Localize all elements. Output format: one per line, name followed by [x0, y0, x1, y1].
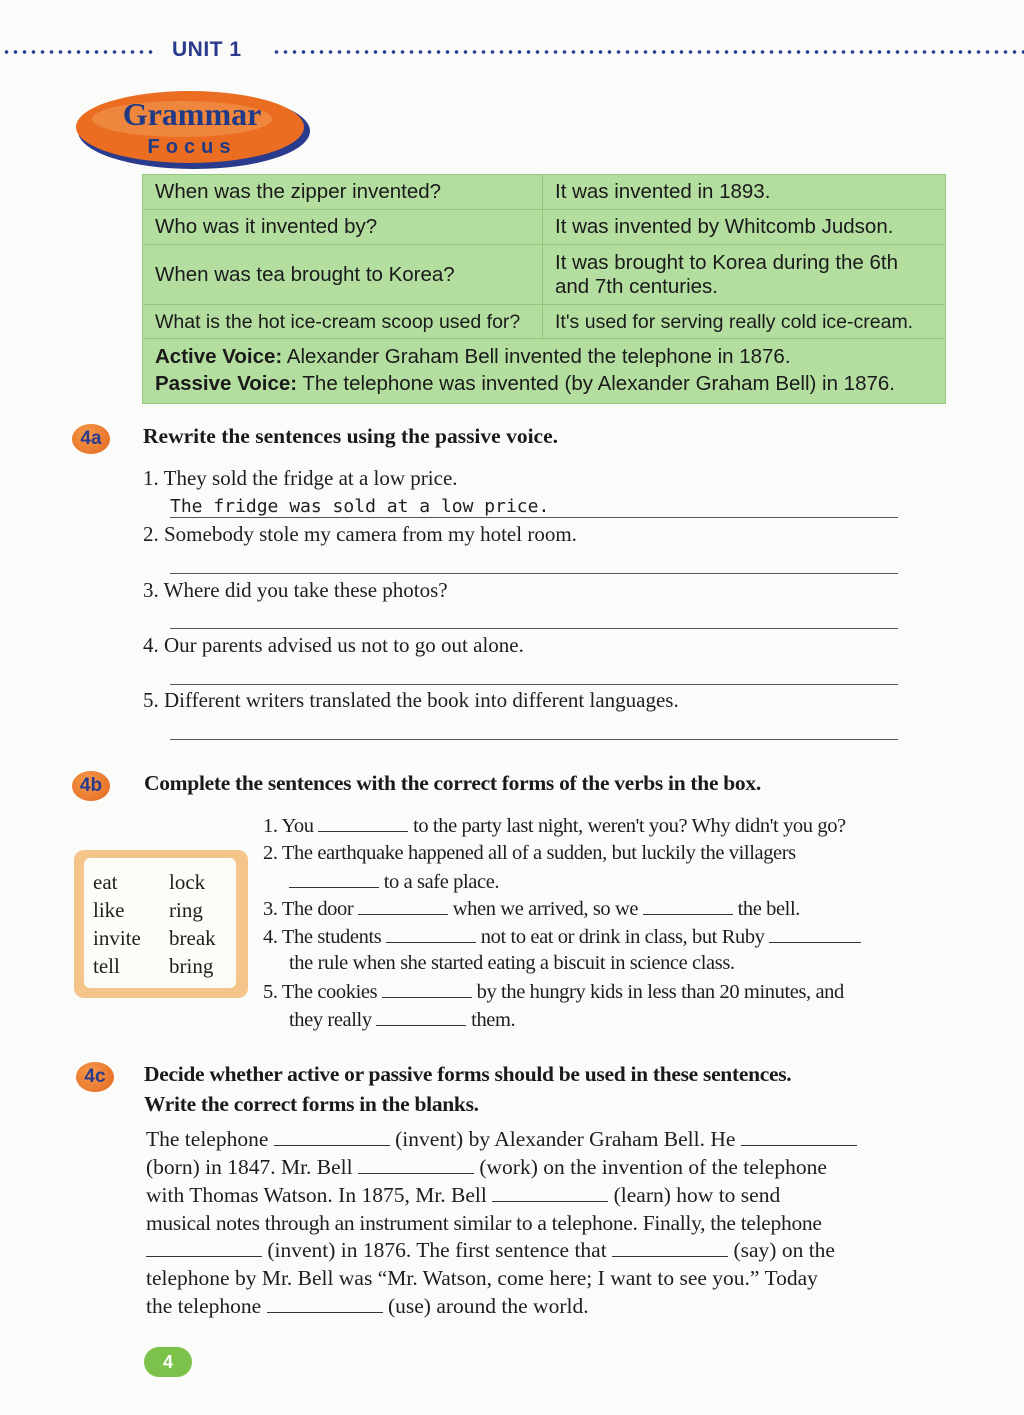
question-cell: When was the zipper invented? [143, 175, 543, 209]
exercise-4b-sentence [263, 897, 800, 921]
grammar-focus-badge [72, 86, 312, 172]
blank[interactable] [358, 897, 448, 915]
badge-title: Grammar [122, 96, 262, 132]
exercise-4a-badge: 4a [72, 424, 110, 454]
paragraph-text: (learn) how to send [613, 1183, 781, 1207]
active-voice-line [155, 343, 933, 370]
unit-label: UNIT 1 [172, 38, 242, 61]
dotted-rule-left [2, 49, 154, 55]
blank[interactable] [146, 1239, 262, 1257]
paragraph-text: (born) in 1847. Mr. Bell [146, 1155, 353, 1179]
exercise-4c-title-line2: Write the correct forms in the blanks. [144, 1092, 479, 1116]
paragraph-line: musical notes through an instrument similar to a telephone. Finally, the telephone [146, 1211, 822, 1235]
exercise-4a-title: Rewrite the sentences using the passive voice. [143, 424, 559, 448]
word-box-item: tell [93, 954, 120, 978]
passive-voice-text: The telephone was invented (by Alexander Graham Bell) in 1876. [297, 372, 895, 395]
word-box-item: bring [169, 954, 214, 978]
exercise-4a-item: 5. Different writers translated the book into different languages. [143, 688, 679, 712]
paragraph-line: telephone by Mr. Bell was “Mr. Watson, come here; I want to see you.” Today [146, 1266, 818, 1290]
blank[interactable] [741, 1128, 857, 1146]
blank[interactable] [289, 870, 379, 888]
sentence-text: the bell. [737, 898, 800, 920]
exercise-4b-sentence-cont [289, 870, 499, 894]
passive-voice-line [155, 370, 933, 397]
table-row [143, 175, 945, 210]
passive-voice-label: Passive Voice: [155, 372, 298, 395]
grammar-table [142, 174, 946, 404]
blank[interactable] [358, 1156, 474, 1174]
exercise-4b-sentence [263, 925, 861, 949]
word-box-item: lock [169, 870, 206, 894]
blank[interactable] [612, 1239, 728, 1257]
paragraph-line [146, 1238, 835, 1263]
blank[interactable] [492, 1184, 608, 1202]
sentence-text: by the hungry kids in less than 20 minutes, and [476, 981, 844, 1003]
question-cell: What is the hot ice-cream scoop used for? [143, 305, 543, 338]
blank[interactable] [382, 980, 472, 998]
exercise-4a-item: 1. They sold the fridge at a low price. [143, 466, 458, 490]
sentence-text: to a safe place. [383, 871, 500, 893]
exercise-4b-sentence [263, 814, 846, 838]
paragraph-text: The telephone [146, 1127, 269, 1151]
answer-cell: It was invented by Whitcomb Judson. [555, 215, 894, 238]
exercise-4b-sentence-cont: the rule when she started eating a biscuit in science class. [289, 952, 735, 974]
word-box-item: like [93, 898, 125, 922]
answer-line[interactable] [170, 517, 898, 518]
sentence-text: 1. You [263, 815, 314, 837]
active-voice-label: Active Voice: [155, 345, 283, 368]
paragraph-text: the telephone [146, 1294, 262, 1318]
active-voice-text: Alexander Graham Bell invented the telephone in 1876. [282, 345, 791, 368]
paragraph-text: (invent) by Alexander Graham Bell. He [395, 1127, 736, 1151]
exercise-4a-item: 4. Our parents advised us not to go out alone. [143, 633, 524, 657]
exercise-4b-title: Complete the sentences with the correct forms of the verbs in the box. [144, 771, 761, 795]
blank[interactable] [267, 1295, 383, 1313]
sentence-text: when we arrived, so we [452, 898, 639, 920]
answer-cell: It was invented in 1893. [555, 180, 771, 203]
blank[interactable] [376, 1008, 466, 1026]
paragraph-text: (invent) in 1876. The first sentence that [267, 1238, 607, 1262]
blank[interactable] [769, 925, 861, 943]
exercise-4b-sentence-cont [289, 1008, 515, 1032]
sentence-text: them. [471, 1009, 516, 1031]
word-box-item: break [169, 926, 216, 950]
word-box-item: eat [93, 870, 118, 894]
sentence-text: they really [289, 1009, 372, 1031]
sentence-text: not to eat or drink in class, but Ruby [480, 926, 765, 948]
question-cell: When was tea brought to Korea? [143, 245, 543, 304]
exercise-4c-title-line1: Decide whether active or passive forms should be used in these sentences. [144, 1062, 792, 1086]
paragraph-line [146, 1155, 827, 1180]
paragraph-line [146, 1127, 857, 1152]
word-box-item: invite [93, 926, 141, 950]
unit-header [0, 36, 1024, 66]
exercise-4b-sentence: 2. The earthquake happened all of a sudden, but luckily the villagers [263, 842, 796, 864]
answer-line[interactable] [170, 739, 898, 740]
table-row [143, 305, 945, 339]
badge-subtitle: Focus [147, 136, 237, 158]
exercise-4c-badge: 4c [76, 1062, 114, 1092]
exercise-4a-item: 3. Where did you take these photos? [143, 578, 448, 602]
blank[interactable] [643, 897, 733, 915]
paragraph-text: (say) on the [733, 1238, 835, 1262]
table-row [143, 245, 945, 305]
page-number: 4 [144, 1347, 192, 1377]
sentence-text: to the party last night, weren't you? Why didn't you go? [413, 815, 846, 837]
answer-cell: It's used for serving really cold ice-cream. [555, 310, 914, 333]
sentence-text: 4. The students [263, 926, 382, 948]
exercise-4b-badge: 4b [72, 771, 110, 801]
answer-cell: It was brought to Korea during the 6th and 7th centuries. [555, 250, 899, 298]
sentence-text: 5. The cookies [263, 981, 378, 1003]
paragraph-text: (use) around the world. [387, 1294, 589, 1318]
table-row [143, 210, 945, 245]
paragraph-text: (work) on the invention of the telephone [479, 1155, 827, 1179]
answer-line[interactable] [170, 573, 898, 574]
paragraph-line [146, 1294, 589, 1319]
blank[interactable] [386, 925, 476, 943]
answer-line[interactable] [170, 684, 898, 685]
blank[interactable] [318, 814, 408, 832]
question-cell: Who was it invented by? [143, 210, 543, 244]
sentence-text: 3. The door [263, 898, 354, 920]
word-box-item: ring [169, 898, 203, 922]
example-answer: The fridge was sold at a low price. [170, 496, 550, 517]
paragraph-line [146, 1183, 780, 1208]
exercise-4a-item: 2. Somebody stole my camera from my hotel room. [143, 522, 577, 546]
paragraph-text: with Thomas Watson. In 1875, Mr. Bell [146, 1183, 487, 1207]
answer-line[interactable] [170, 628, 898, 629]
voice-examples [143, 339, 945, 403]
exercise-4b-sentence [263, 980, 844, 1004]
dotted-rule-right [272, 49, 1024, 55]
blank[interactable] [274, 1128, 390, 1146]
